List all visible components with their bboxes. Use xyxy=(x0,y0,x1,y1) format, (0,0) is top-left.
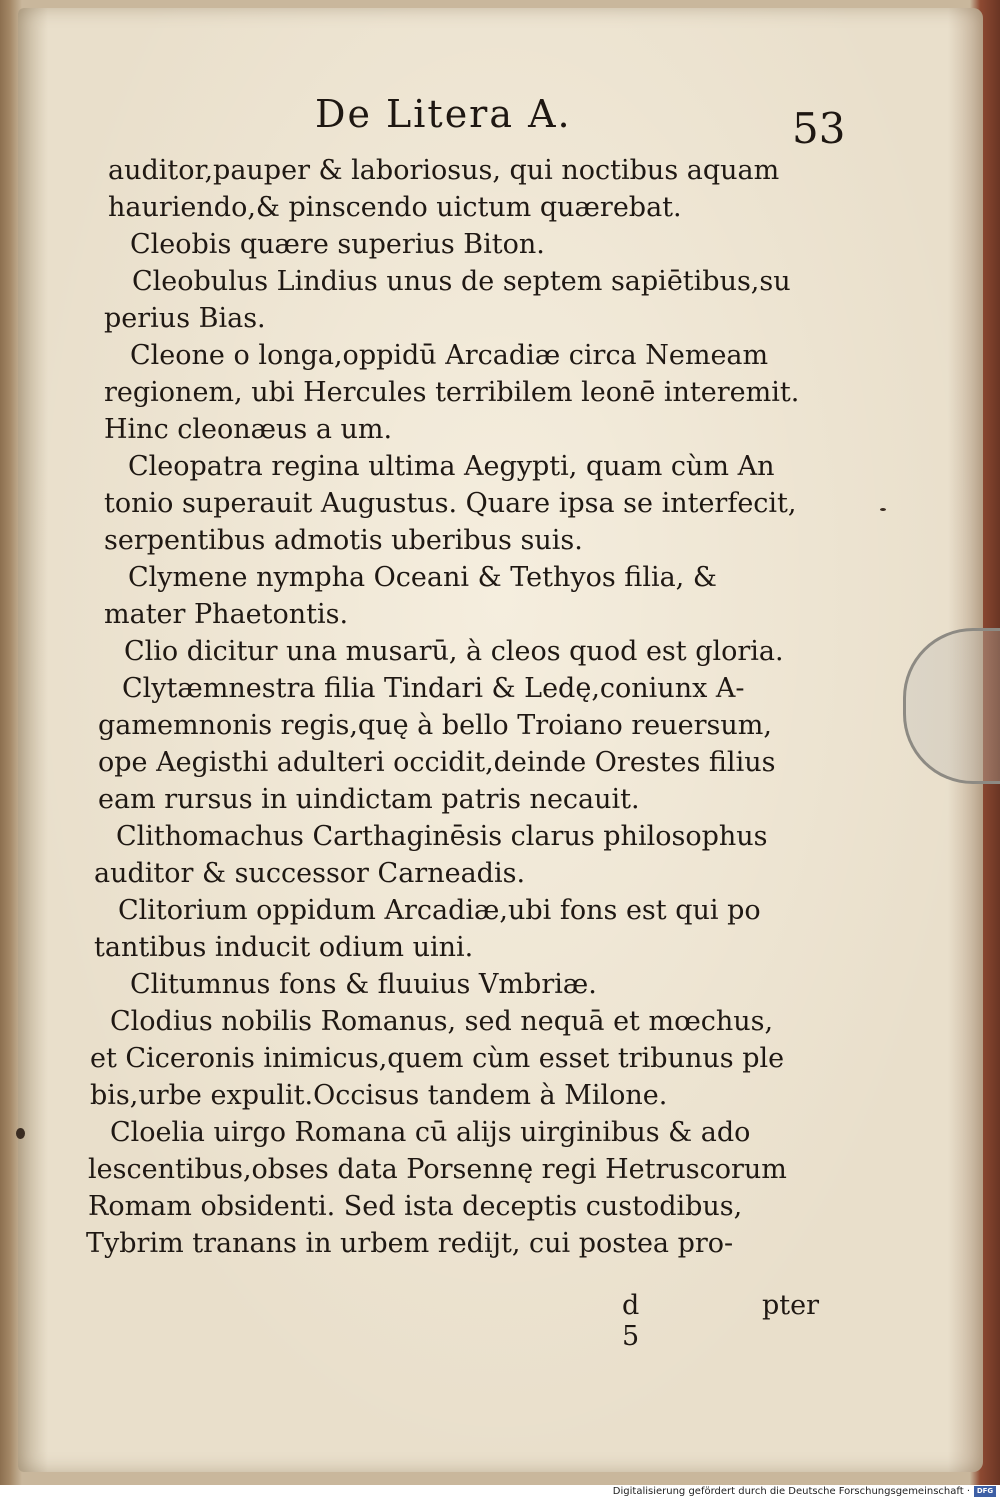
text-line: auditor & successor Carneadis. xyxy=(94,858,526,889)
text-line: et Ciceronis inimicus,quem cùm esset tribunus ple xyxy=(90,1043,785,1074)
text-line: tantibus inducit odium uini. xyxy=(94,932,474,963)
text-line: serpentibus admotis uberibus suis. xyxy=(104,525,583,556)
text-line: Clytæmnestra filia Tindari & Ledę,coniunx A- xyxy=(122,673,745,704)
dfg-logo: DFG xyxy=(974,1486,996,1497)
text-line: gamemnonis regis,quę à bello Troiano reuersum, xyxy=(98,710,772,741)
text-line: hauriendo,& pinscendo uictum quærebat. xyxy=(108,192,682,223)
signature-mark: d 5 xyxy=(622,1290,658,1352)
page-number: 53 xyxy=(792,104,846,153)
text-line: perius Bias. xyxy=(104,303,266,334)
text-line: Clio dicitur una musarū, à cleos quod est gloria. xyxy=(124,636,784,667)
ink-speck xyxy=(16,1128,25,1139)
text-line: Cleopatra regina ultima Aegypti, quam cùm An xyxy=(128,451,775,482)
text-line: Clymene nympha Oceani & Tethyos filia, & xyxy=(128,562,717,593)
text-line: tonio superauit Augustus. Quare ipsa se interfecit, xyxy=(104,488,797,519)
text-line: Tybrim tranans in urbem redijt, cui postea pro- xyxy=(86,1228,734,1259)
text-line: Romam obsidenti. Sed ista deceptis custodibus, xyxy=(88,1191,743,1222)
text-line: mater Phaetontis. xyxy=(104,599,349,630)
text-line: Hinc cleonæus a um. xyxy=(104,414,393,445)
text-line: ope Aegisthi adulteri occidit,deinde Orestes filius xyxy=(98,747,776,778)
text-line: bis,urbe expulit.Occisus tandem à Milone. xyxy=(90,1080,668,1111)
catchword: pter xyxy=(762,1290,820,1321)
digitization-credit: Digitalisierung gefördert durch die Deutsche Forschungsgemeinschaft · xyxy=(612,1486,970,1497)
text-line: Clodius nobilis Romanus, sed nequā et mœchus, xyxy=(110,1006,774,1037)
ink-speck xyxy=(880,508,886,511)
text-line: Clitorium oppidum Arcadiæ,ubi fons est qui po xyxy=(118,895,761,926)
text-line: regionem, ubi Hercules terribilem leonē interemit. xyxy=(104,377,800,408)
text-line: Cloelia uirgo Romana cū alijs uirginibus & ado xyxy=(110,1117,751,1148)
text-line: Cleobis quære superius Biton. xyxy=(130,229,545,260)
text-line: Cleone o longa,oppidū Arcadiæ circa Nemeam xyxy=(130,340,769,371)
text-line: Cleobulus Lindius unus de septem sapiētibus,su xyxy=(132,266,791,297)
text-line: auditor,pauper & laboriosus, qui noctibus aquam xyxy=(108,155,780,186)
text-line: eam rursus in uindictam patris necauit. xyxy=(98,784,640,815)
text-line: Clithomachus Carthaginēsis clarus philosophus xyxy=(116,821,768,852)
text-line: lescentibus,obses data Porsennę regi Hetruscorum xyxy=(88,1154,787,1185)
running-head: De Litera A. xyxy=(315,92,572,136)
text-line: Clitumnus fons & fluuius Vmbriæ. xyxy=(130,969,597,1000)
